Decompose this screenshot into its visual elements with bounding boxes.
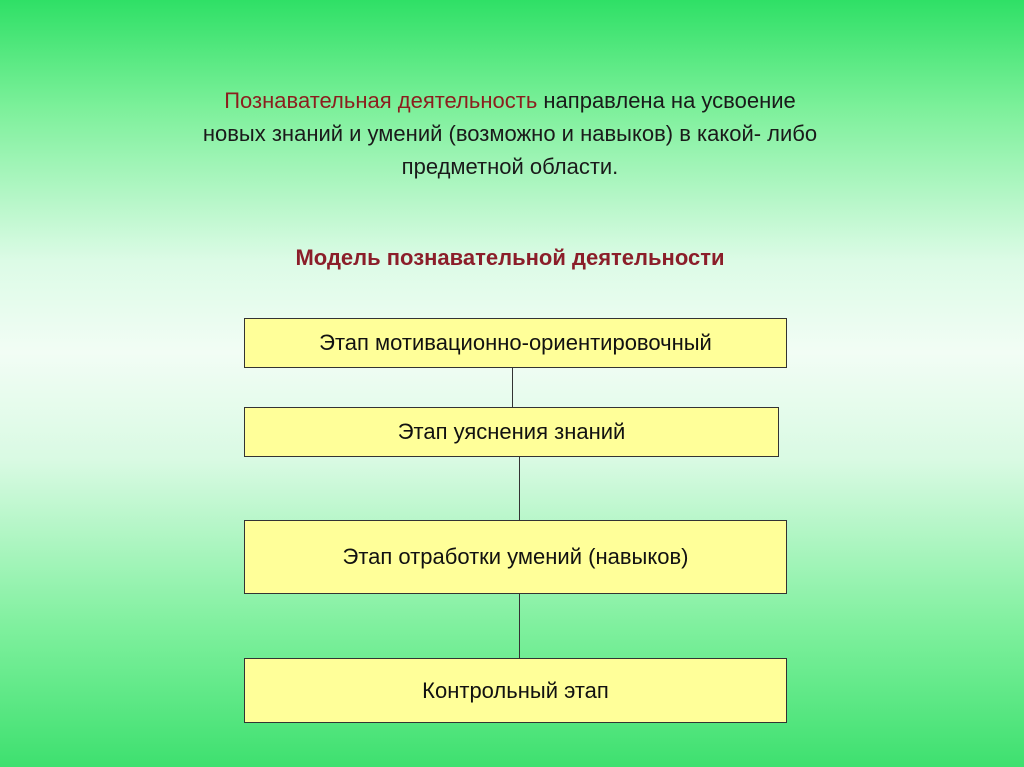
stage-box-skills <box>244 520 787 594</box>
intro-line-1 <box>90 84 930 117</box>
connector-line <box>519 457 520 520</box>
connector-line <box>512 368 513 407</box>
stage-box-knowledge <box>244 407 779 457</box>
stage-label: Этап мотивационно-ориентировочный <box>319 330 712 355</box>
connector-line <box>519 594 520 658</box>
intro-line-1-rest: направлена на усвоение <box>537 88 796 113</box>
intro-accent-term: Познавательная деятельность <box>224 88 538 113</box>
intro-line-3: предметной области. <box>401 154 619 179</box>
intro-paragraph <box>90 84 930 183</box>
stage-label: Контрольный этап <box>422 677 609 703</box>
stage-label: Этап отработки умений (навыков) <box>342 544 689 569</box>
stage-label: Этап уяснения знаний <box>397 419 626 444</box>
intro-line-2: новых знаний и умений (возможно и навыков) в какой- либо <box>202 121 818 146</box>
stage-box-motivational <box>244 318 787 368</box>
model-title: Модель познавательной деятельности <box>295 245 725 270</box>
stage-box-control <box>244 658 787 723</box>
